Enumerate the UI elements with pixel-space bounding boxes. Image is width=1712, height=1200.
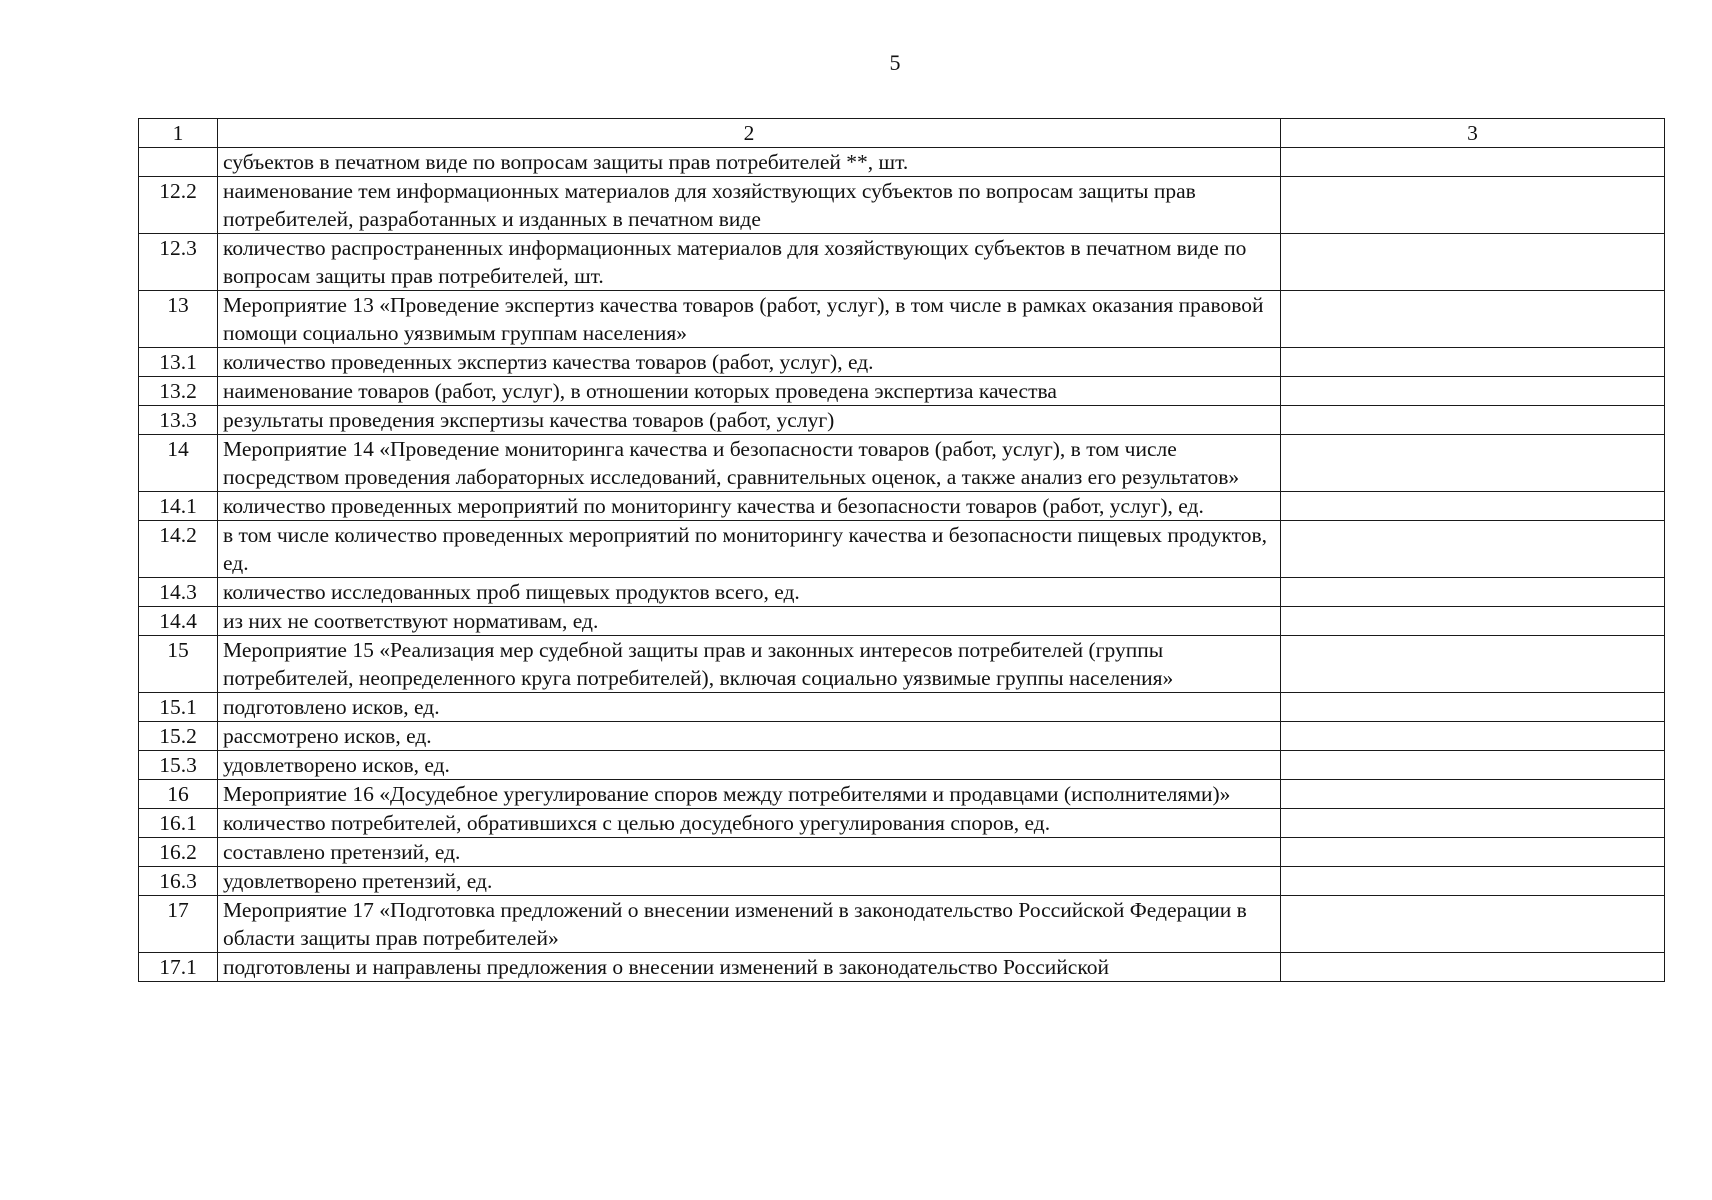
table-row: [139, 722, 1665, 751]
row-number: 14.2: [139, 521, 218, 578]
row-value[interactable]: [1281, 177, 1665, 234]
table-row: [139, 809, 1665, 838]
table-row: [139, 578, 1665, 607]
row-value[interactable]: [1281, 607, 1665, 636]
row-number: 15.1: [139, 693, 218, 722]
table-row: [139, 838, 1665, 867]
row-description: Мероприятие 15 «Реализация мер судебной защиты прав и законных интересов потребителей (группы потребителей, неопределенного круга потребителей), включая социально уязвимые группы населения»: [218, 636, 1281, 693]
row-description: подготовлено исков, ед.: [218, 693, 1281, 722]
row-value[interactable]: [1281, 809, 1665, 838]
row-number: 12.2: [139, 177, 218, 234]
row-description: Мероприятие 14 «Проведение мониторинга качества и безопасности товаров (работ, услуг), в том числе посредством проведения лабораторных исследований, сравнительных оценок, а также анализ его результатов»: [218, 435, 1281, 492]
table-row: [139, 636, 1665, 693]
row-value[interactable]: [1281, 751, 1665, 780]
table-body: [139, 148, 1665, 982]
row-value[interactable]: [1281, 722, 1665, 751]
table-header-row: [139, 119, 1665, 148]
row-value[interactable]: [1281, 291, 1665, 348]
row-description: результаты проведения экспертизы качества товаров (работ, услуг): [218, 406, 1281, 435]
table-row: [139, 291, 1665, 348]
row-value[interactable]: [1281, 148, 1665, 177]
row-value[interactable]: [1281, 492, 1665, 521]
row-description: Мероприятие 13 «Проведение экспертиз качества товаров (работ, услуг), в том числе в рамках оказания правовой помощи социально уязвимым группам населения»: [218, 291, 1281, 348]
row-description: количество исследованных проб пищевых продуктов всего, ед.: [218, 578, 1281, 607]
column-header-description: 2: [218, 119, 1281, 148]
row-description: наименование тем информационных материалов для хозяйствующих субъектов по вопросам защиты прав потребителей, разработанных и изданных в печатном виде: [218, 177, 1281, 234]
row-number: 16.3: [139, 867, 218, 896]
row-value[interactable]: [1281, 578, 1665, 607]
table-row: [139, 148, 1665, 177]
row-number: 12.3: [139, 234, 218, 291]
table-row: [139, 521, 1665, 578]
table-row: [139, 377, 1665, 406]
table-row: [139, 896, 1665, 953]
row-value[interactable]: [1281, 636, 1665, 693]
row-number: 14.1: [139, 492, 218, 521]
row-description: количество проведенных экспертиз качества товаров (работ, услуг), ед.: [218, 348, 1281, 377]
row-number: 13.3: [139, 406, 218, 435]
row-number: 15: [139, 636, 218, 693]
row-number: 14.3: [139, 578, 218, 607]
row-number: 17.1: [139, 953, 218, 982]
row-number: [139, 148, 218, 177]
row-description: наименование товаров (работ, услуг), в отношении которых проведена экспертиза качества: [218, 377, 1281, 406]
row-description: удовлетворено претензий, ед.: [218, 867, 1281, 896]
row-description: количество распространенных информационных материалов для хозяйствующих субъектов в печатном виде по вопросам защиты прав потребителей, шт.: [218, 234, 1281, 291]
table-row: [139, 867, 1665, 896]
row-value[interactable]: [1281, 867, 1665, 896]
row-description: Мероприятие 17 «Подготовка предложений о внесении изменений в законодательство Российской Федерации в области защиты прав потребителей»: [218, 896, 1281, 953]
row-value[interactable]: [1281, 435, 1665, 492]
column-header-number: 1: [139, 119, 218, 148]
row-number: 14.4: [139, 607, 218, 636]
row-description: из них не соответствуют нормативам, ед.: [218, 607, 1281, 636]
table-row: [139, 693, 1665, 722]
row-number: 17: [139, 896, 218, 953]
row-value[interactable]: [1281, 780, 1665, 809]
row-description: в том числе количество проведенных мероприятий по мониторингу качества и безопасности пищевых продуктов, ед.: [218, 521, 1281, 578]
row-value[interactable]: [1281, 348, 1665, 377]
indicators-table: [138, 118, 1665, 982]
table-row: [139, 492, 1665, 521]
row-number: 13: [139, 291, 218, 348]
row-value[interactable]: [1281, 953, 1665, 982]
row-value[interactable]: [1281, 521, 1665, 578]
row-value[interactable]: [1281, 406, 1665, 435]
row-number: 14: [139, 435, 218, 492]
column-header-value: 3: [1281, 119, 1665, 148]
row-description: количество проведенных мероприятий по мониторингу качества и безопасности товаров (работ, услуг), ед.: [218, 492, 1281, 521]
row-number: 16.2: [139, 838, 218, 867]
row-value[interactable]: [1281, 377, 1665, 406]
row-value[interactable]: [1281, 896, 1665, 953]
row-number: 16.1: [139, 809, 218, 838]
row-description: удовлетворено исков, ед.: [218, 751, 1281, 780]
table-row: [139, 177, 1665, 234]
row-value[interactable]: [1281, 693, 1665, 722]
row-number: 13.2: [139, 377, 218, 406]
table-row: [139, 607, 1665, 636]
row-number: 13.1: [139, 348, 218, 377]
row-number: 15.3: [139, 751, 218, 780]
table-row: [139, 953, 1665, 982]
row-description: Мероприятие 16 «Досудебное урегулирование споров между потребителями и продавцами (исполнителями)»: [218, 780, 1281, 809]
row-description: количество потребителей, обратившихся с целью досудебного урегулирования споров, ед.: [218, 809, 1281, 838]
row-number: 15.2: [139, 722, 218, 751]
row-description: составлено претензий, ед.: [218, 838, 1281, 867]
row-description: субъектов в печатном виде по вопросам защиты прав потребителей **, шт.: [218, 148, 1281, 177]
row-number: 16: [139, 780, 218, 809]
table-row: [139, 435, 1665, 492]
row-description: подготовлены и направлены предложения о внесении изменений в законодательство Российской: [218, 953, 1281, 982]
table-row: [139, 348, 1665, 377]
table-row: [139, 234, 1665, 291]
table-row: [139, 780, 1665, 809]
page-number: 5: [889, 50, 901, 75]
row-description: рассмотрено исков, ед.: [218, 722, 1281, 751]
table-row: [139, 751, 1665, 780]
table-row: [139, 406, 1665, 435]
row-value[interactable]: [1281, 234, 1665, 291]
row-value[interactable]: [1281, 838, 1665, 867]
